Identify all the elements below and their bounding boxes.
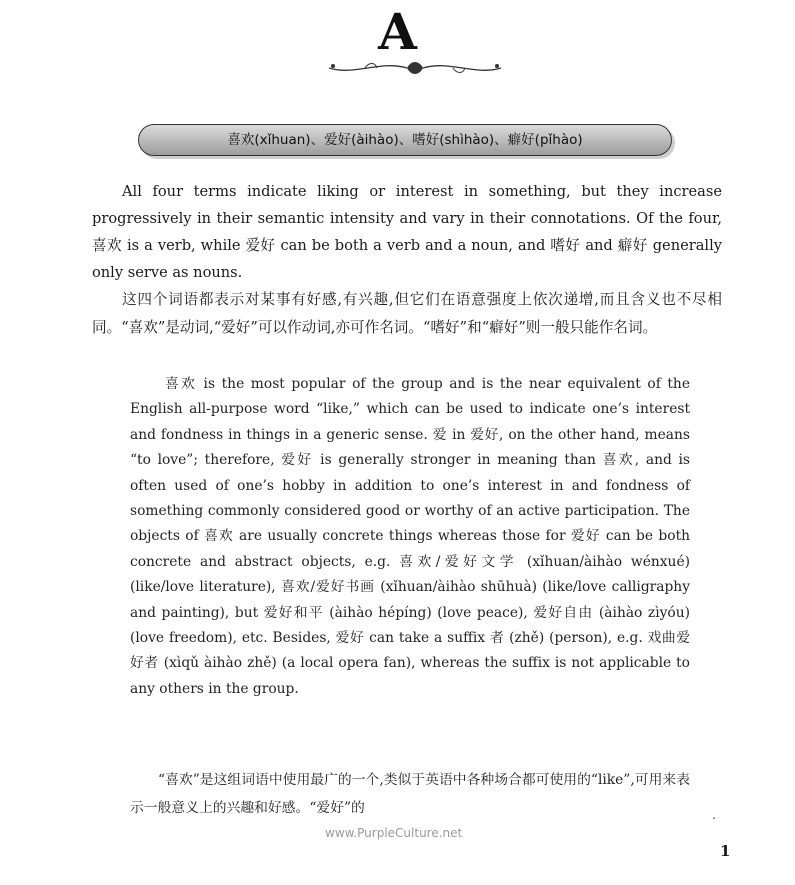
watermark: www.PurpleCulture.net <box>325 826 463 840</box>
intro-paragraph-english: All four terms indicate liking or interest in something, but they increase progressively in their semantic intensity and vary in their connotations. Of the four, 喜欢 is a verb, while 爱好 can be both a verb and a noun, and 嗜好 and 癖好 generally only serve as nouns. <box>92 183 722 281</box>
body-paragraph-english: 喜欢 is the most popular of the group and is the near equivalent of the English all-purpose word “like,” which can be used to indicate one’s interest and fondness in things in a generic sense. 爱 in 爱好, on the other hand, means “to love”; therefore, 爱好 is generally stronger in meaning than 喜欢, and is often used of one’s hobby in addition to one’s interest in and fondness of something commonly considered good or worthy of an active participation. The objects of 喜欢 are usually concrete things whereas those for 爱好 can be both concrete and abstract objects, e.g. 喜欢/爱好文学 (xǐhuan/àihào wénxué) (like/love literature), 喜欢/爱好书画 (xǐhuan/àihào shūhuà) (like/love calligraphy and painting), but 爱好和平 (àihào hépíng) (love peace), 爱好自由 (àihào zìyóu) (love freedom), etc. Besides, 爱好 can take a suffix 者 (zhě) (person), e.g. 戏曲爱好者 (xìqǔ àihào zhě) (a local opera fan), whereas the suffix is not applicable to any others in the group. <box>130 376 690 697</box>
intro-paragraph-chinese: 这四个词语都表示对某事有好感,有兴趣,但它们在语意强度上依次递增,而且含义也不尽相同。“喜欢”是动词,“爱好”可以作动词,亦可作名词。“嗜好”和“癖好”则一般只能作名词。 <box>92 291 722 336</box>
body-paragraph-chinese: “喜欢”是这组词语中使用最广的一个,类似于英语中各种场合都可使用的“like”,可用来表示一般意义上的兴趣和好感。“爱好”的 <box>130 772 690 816</box>
section-letter: A <box>378 2 417 61</box>
entry-title-banner <box>138 124 672 156</box>
margin-mark: . <box>712 808 716 822</box>
page-number: 1 <box>720 842 731 860</box>
ornament-divider <box>325 54 505 80</box>
entry-title: 喜欢(xǐhuan)、爱好(àihào)、嗜好(shìhào)、癖好(pǐhào) <box>227 132 583 148</box>
